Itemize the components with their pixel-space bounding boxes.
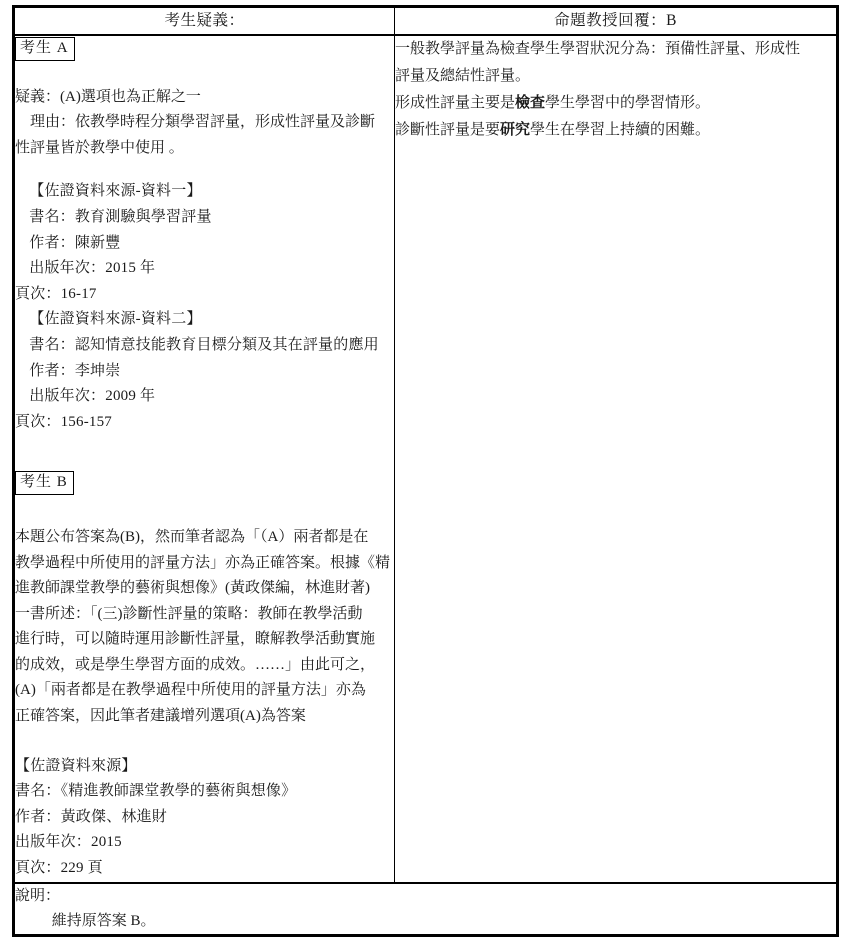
candidate-b-argument-line: 進行時，可以隨時運用診斷性評量，瞭解教學活動實施	[15, 631, 376, 648]
reply-p3-emphasis: 研究	[500, 122, 531, 138]
candidate-b-argument-line: 本題公布答案為(B)，然而筆者認為「（A）兩者都是在	[15, 528, 369, 545]
source-year: 出版年次：2009 年	[29, 388, 156, 405]
table-notes-row	[14, 883, 838, 936]
notes-cell	[14, 883, 838, 936]
source-pages: 頁次：156-157	[15, 413, 112, 430]
candidate-b-argument-line: (A)「兩者都是在教學過程中所使用的評量方法」亦為	[15, 682, 366, 699]
candidate-a-source-2	[15, 307, 394, 435]
reply-paragraph-2	[395, 90, 836, 117]
candidate-b-argument-line: 的成效，或是學生學習方面的成效。……」由此可之，	[15, 656, 376, 673]
reply-p1-line-2: 評量及總結性評量。	[395, 68, 531, 84]
source-title: 書名：認知情意技能教育目標分類及其在評量的應用	[29, 336, 379, 353]
source-heading: 【佐證資料來源-資料一】	[29, 183, 202, 200]
reply-p1-segment-b: 預備性評量、形成性	[665, 41, 801, 57]
source-author: 作者：李坤崇	[29, 362, 121, 379]
spacer	[15, 62, 394, 85]
source-pages: 頁次：16-17	[15, 285, 97, 302]
table-header-row	[14, 7, 838, 36]
source-pages: 頁次：229 頁	[15, 860, 103, 877]
candidate-objection-cell	[14, 35, 395, 883]
candidate-a-reason-line-2: 性評量皆於教學中使用 。	[15, 139, 184, 156]
spacer	[15, 730, 394, 748]
reply-paragraph-1	[395, 36, 836, 90]
candidate-b-argument-line: 一書所述：「(三)診斷性評量的策略：教師在教學活動	[15, 605, 363, 622]
candidate-b-argument-line: 正確答案，因此筆者建議增列選項(A)為答案	[15, 708, 306, 725]
candidate-a-claim: 疑義：(A)選項也為正解之一	[15, 88, 201, 105]
qa-table	[12, 5, 839, 937]
candidate-b-block	[15, 470, 394, 881]
reply-p1-segment-a: 一般教學評量為檢查學生學習狀況分為：	[395, 41, 666, 57]
note-item-text: 維持原答案 B。	[51, 912, 156, 929]
candidate-a-label: 考生 A	[15, 37, 75, 61]
table-body-row	[14, 35, 838, 883]
candidate-a-reason-line-1: 理由：依教學時程分類學習評量，形成性評量及診斷	[30, 114, 376, 131]
spacer	[15, 435, 394, 458]
reply-p2-emphasis: 檢查	[515, 95, 546, 111]
reply-p2-suffix: 學生學習中的學習情形。	[545, 95, 711, 111]
source-title: 書名：教育測驗與學習評量	[29, 208, 212, 225]
candidate-a-block	[15, 36, 394, 435]
source-heading: 【佐證資料來源-資料二】	[29, 311, 202, 328]
professor-reply-cell	[395, 35, 838, 883]
source-heading: 【佐證資料來源】	[15, 757, 137, 774]
source-author: 作者：黃政傑、林進財	[15, 808, 168, 825]
spacer	[15, 161, 394, 179]
candidate-b-source-1	[15, 754, 394, 882]
notes-title: 說明：	[15, 887, 61, 904]
source-title: 書名：《精進教師課堂教學的藝術與想像》	[15, 783, 297, 800]
reply-paragraph-3	[395, 117, 836, 144]
candidate-b-argument-line: 教學過程中所使用的評量方法」亦為正確答案。根據《精	[15, 554, 391, 571]
note-item-number	[15, 909, 52, 934]
header-cell-candidate-objection: 考生疑義：	[14, 7, 395, 36]
reply-p2-prefix: 形成性評量主要是	[395, 95, 516, 111]
candidate-b-argument-line: 進教師課堂教學的藝術與想像》(黃政傑編，林進財著)	[15, 580, 370, 597]
candidate-a-source-1	[15, 179, 394, 307]
reply-p3-suffix: 學生在學習上持續的困難。	[530, 122, 711, 138]
candidate-b-label: 考生 B	[15, 471, 74, 495]
note-item	[15, 909, 836, 934]
source-author: 作者：陳新豐	[29, 234, 121, 251]
source-year: 出版年次：2015	[15, 834, 122, 851]
header-cell-professor-reply: 命題教授回覆：B	[395, 7, 838, 36]
reply-p3-prefix: 診斷性評量是要	[395, 122, 501, 138]
source-year: 出版年次：2015 年	[29, 260, 156, 277]
spacer	[15, 458, 394, 470]
spacer	[15, 496, 394, 519]
